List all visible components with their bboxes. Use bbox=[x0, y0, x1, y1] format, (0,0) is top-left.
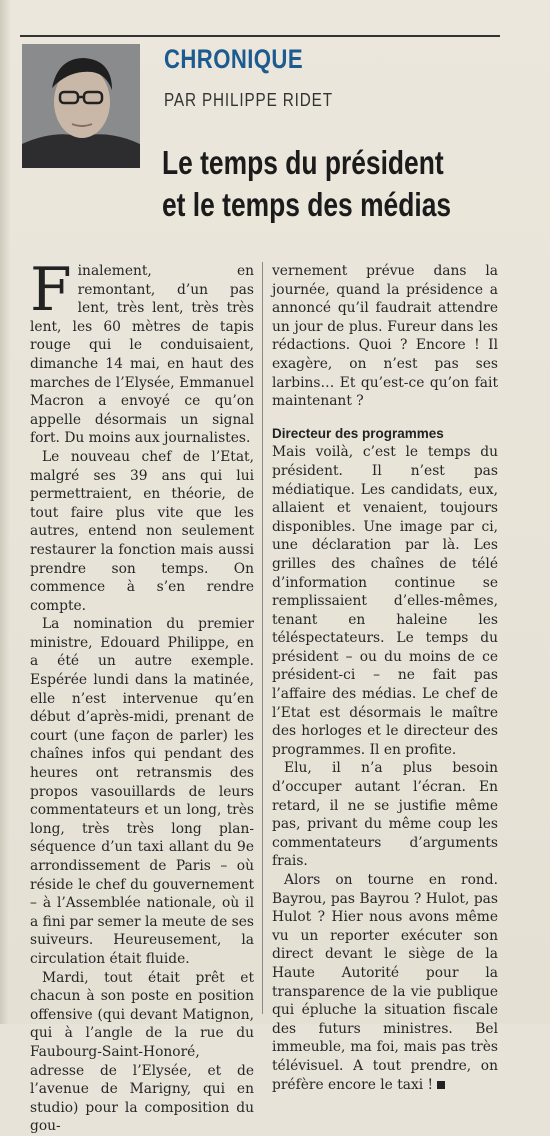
paragraph-text: Alors on tourne en rond. Bayrou, pas Bayrou ? Hulot, pas Hulot ? Hier nous avons même vu un reporter exécuter son direct devant le siège de la Haute Autorité pour la transparence de la vie publique qui épluche la situation fiscale des futurs ministres. Bel immeuble, ma foi, mais pas très télévisuel. A tout prendre, on préfère encore le taxi ! bbox=[272, 872, 498, 1093]
paragraph: Elu, il n’a plus besoin d’occuper autant l’écran. En retard, il ne se justifie même pas, privant du même coup les commentateurs d’arguments frais. bbox=[272, 760, 498, 870]
paragraph-text: inalement, en remontant, d’un pas lent, très lent, très très lent, les 60 mètres de tapis rouge qui le conduisaient, dimanche 14 mai, en haut des marches de l’Elysée, Emmanuel Macron a envoyé ce qu’on appelle désormais un signal fort. Du moins aux journalistes. bbox=[30, 263, 254, 447]
page-fold-shadow bbox=[0, 0, 10, 1024]
headline bbox=[162, 142, 450, 226]
end-mark-icon bbox=[437, 1081, 445, 1089]
paragraph: La nomination du premier ministre, Edouard Philippe, en a été un autre exemple. Espérée lundi dans la matinée, elle n’est intervenue qu’en début d’après-midi, prenant de court (une façon de parler) les chaînes infos qui pendant des heures ont retransmis des propos vasouillards de leurs commentateurs et un long, très long, très très long plan-séquence d’un taxi allant du 9e arrondissement de Paris – où réside le chef du gouvernement – à l’Assemblée nationale, où il a fini par semer la meute de ses suiveurs. Heureusement, la circulation était fluide. bbox=[30, 616, 254, 967]
headline-line-1: Le temps du président bbox=[162, 144, 444, 181]
author-portrait bbox=[22, 44, 140, 168]
byline: PAR PHILIPPE RIDET bbox=[164, 90, 333, 110]
top-rule bbox=[20, 35, 500, 37]
dropcap: F bbox=[30, 255, 72, 325]
paragraph bbox=[272, 871, 498, 1094]
paragraph: Mardi, tout était prêt et chacun à son poste en position offensive (qui devant Matignon, qui à l’angle de la rue du Faubourg-Saint-Honoré, adresse de l’Elysée, et de l’avenue de Marigny, qui en studio) pour la composition du gou- bbox=[30, 969, 254, 1135]
article-column-left bbox=[30, 255, 254, 1136]
paragraph: vernement prévue dans la journée, quand la présidence a annoncé qu’il faudrait attendre un jour de plus. Fureur dans les rédactions. Quoi ? Encore ! Il exagère, on n’est pas ses larbins… Et qu’est-ce qu’on fait maintenant ? bbox=[272, 263, 498, 410]
column-divider bbox=[262, 262, 263, 1014]
paragraph bbox=[30, 255, 254, 448]
paragraph: Le nouveau chef de l’Etat, malgré ses 39 ans qui lui permettraient, en théorie, de tout faire plus vite que les autres, entend non seulement restaurer la fonction mais aussi prendre son temps. On commence à s’en rendre compte. bbox=[30, 448, 254, 614]
subheading: Directeur des programmes bbox=[272, 425, 444, 441]
section-kicker: CHRONIQUE bbox=[164, 44, 304, 74]
article-column-right bbox=[272, 262, 498, 1094]
headline-line-2: et le temps des médias bbox=[162, 186, 452, 223]
paragraph: Mais voilà, c’est le temps du président. Il n’est pas médiatique. Les candidats, eux, allaient et venaient, toujours disponibles. Une image par ci, une déclaration par là. Les grilles des chaînes de télé d’information continue se remplissaient d’elles-mêmes, tenant en haleine les téléspectateurs. Le temps du président – ou du moins de ce président-ci – ne fait pas l’affaire des médias. Le chef de l’Etat est désormais le maître des horloges et le directeur des programmes. Il en profite. bbox=[272, 444, 498, 758]
